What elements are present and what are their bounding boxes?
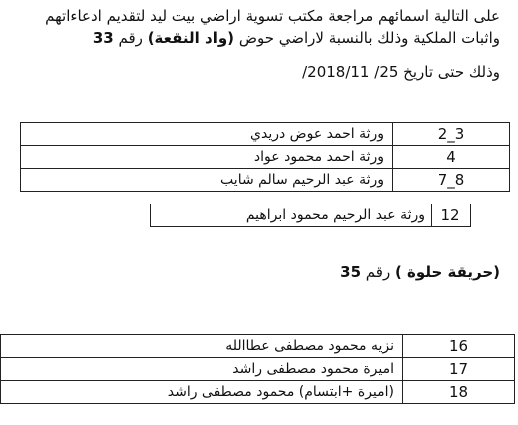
owner-name: اميرة محمود مصطفى راشد xyxy=(1,358,403,381)
table-row xyxy=(1,169,510,192)
parcel-number: 18 xyxy=(403,381,515,404)
heirs-table-2 xyxy=(0,334,515,404)
table-row xyxy=(1,123,510,146)
table-row xyxy=(1,335,515,358)
basin-number: 33 xyxy=(92,29,114,47)
intro-line-2-prefix: واثبات الملكية وذلك بالنسبة لاراضي حوض xyxy=(238,29,500,47)
owner-name: ورثة احمد محمود عواد xyxy=(21,146,393,169)
table-row xyxy=(150,204,460,227)
owner-name: نزيه محمود مصطفى عطاالله xyxy=(1,335,403,358)
owner-name: ورثة عبد الرحيم محمود ابراهيم xyxy=(245,207,425,223)
table-row xyxy=(1,381,515,404)
section-basin-name: (حريقة حلوة ) xyxy=(394,263,500,281)
owner-name: (اميرة +ابتسام) محمود مصطفى راشد xyxy=(1,381,403,404)
parcel-number: 4 xyxy=(393,146,510,169)
intro-line-1: على التالية اسمائهم مراجعة مكتب تسوية اراضي بيت ليد لتقديم ادعاءاتهم xyxy=(45,7,500,25)
parcel-number: 8_7 xyxy=(393,169,510,192)
table-row xyxy=(1,146,510,169)
intro-line-2 xyxy=(10,28,500,48)
parcel-number: 12 xyxy=(430,204,471,227)
heirs-table-1 xyxy=(0,122,510,192)
parcel-number: 17 xyxy=(403,358,515,381)
parcel-number: 3_2 xyxy=(393,123,510,146)
section-heading xyxy=(340,262,500,282)
parcel-number: 16 xyxy=(403,335,515,358)
owner-name: ورثة عبد الرحيم سالم شايب xyxy=(21,169,393,192)
table-row xyxy=(1,358,515,381)
basin-name: (واد النقعة) xyxy=(147,29,235,47)
intro-line-3: وذلك حتى تاريخ 25/ 2018/11/ xyxy=(302,63,500,81)
owner-name: ورثة احمد عوض دريدي xyxy=(21,123,393,146)
section-suffix: رقم xyxy=(365,263,391,281)
intro-line-2-suffix: رقم xyxy=(118,29,143,47)
section-basin-number: 35 xyxy=(340,263,362,281)
